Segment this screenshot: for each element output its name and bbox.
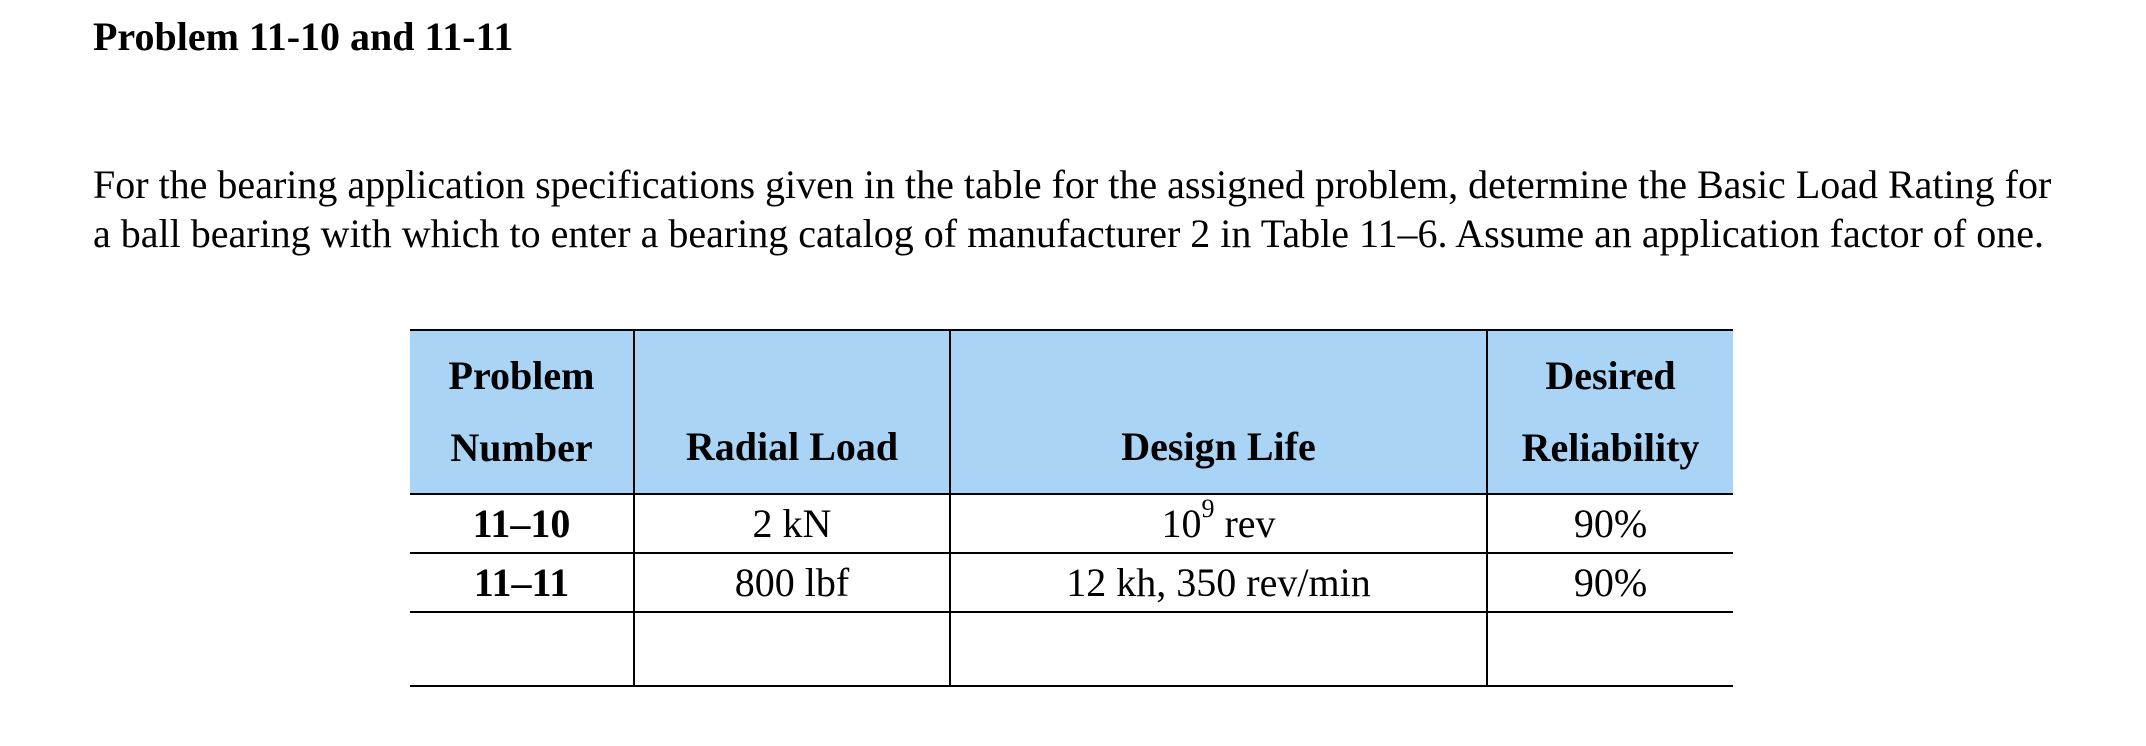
cell-empty	[634, 612, 950, 686]
cropped-title-fragment	[1000, 0, 1150, 6]
cell-radial-load: 2 kN	[634, 494, 950, 553]
problem-description: For the bearing application specifications given in the table for the assigned problem, determine the Basic Load Rating for a ball bearing with which to enter a bearing catalog of manufacturer 2 in Table 11–6. Assume an application factor of one.	[93, 162, 2052, 256]
bearing-spec-table	[410, 329, 1733, 687]
cell-problem: 11–10	[410, 494, 634, 553]
cell-empty	[1487, 612, 1733, 686]
problem-heading: Problem 11-10 and 11-11	[93, 14, 514, 59]
cell-reliability: 90%	[1487, 553, 1733, 612]
header-design-life: Design Life	[950, 330, 1487, 494]
cell-empty	[410, 612, 634, 686]
cell-problem: 11–11	[410, 553, 634, 612]
header-desired-reliability: Desired Reliability	[1487, 330, 1733, 494]
table-row-empty	[410, 612, 1733, 686]
cell-reliability: 90%	[1487, 494, 1733, 553]
cell-design-life: $10^9$ rev	[950, 494, 1487, 553]
header-radial-load: Radial Load	[634, 330, 950, 494]
cell-design-life: 12 kh, 350 rev/min	[950, 553, 1487, 612]
table-row	[410, 494, 1733, 553]
table-row	[410, 553, 1733, 612]
cell-empty	[950, 612, 1487, 686]
table-header-row	[410, 330, 1733, 494]
cell-radial-load: 800 lbf	[634, 553, 950, 612]
header-problem-number: Problem Number	[410, 330, 634, 494]
